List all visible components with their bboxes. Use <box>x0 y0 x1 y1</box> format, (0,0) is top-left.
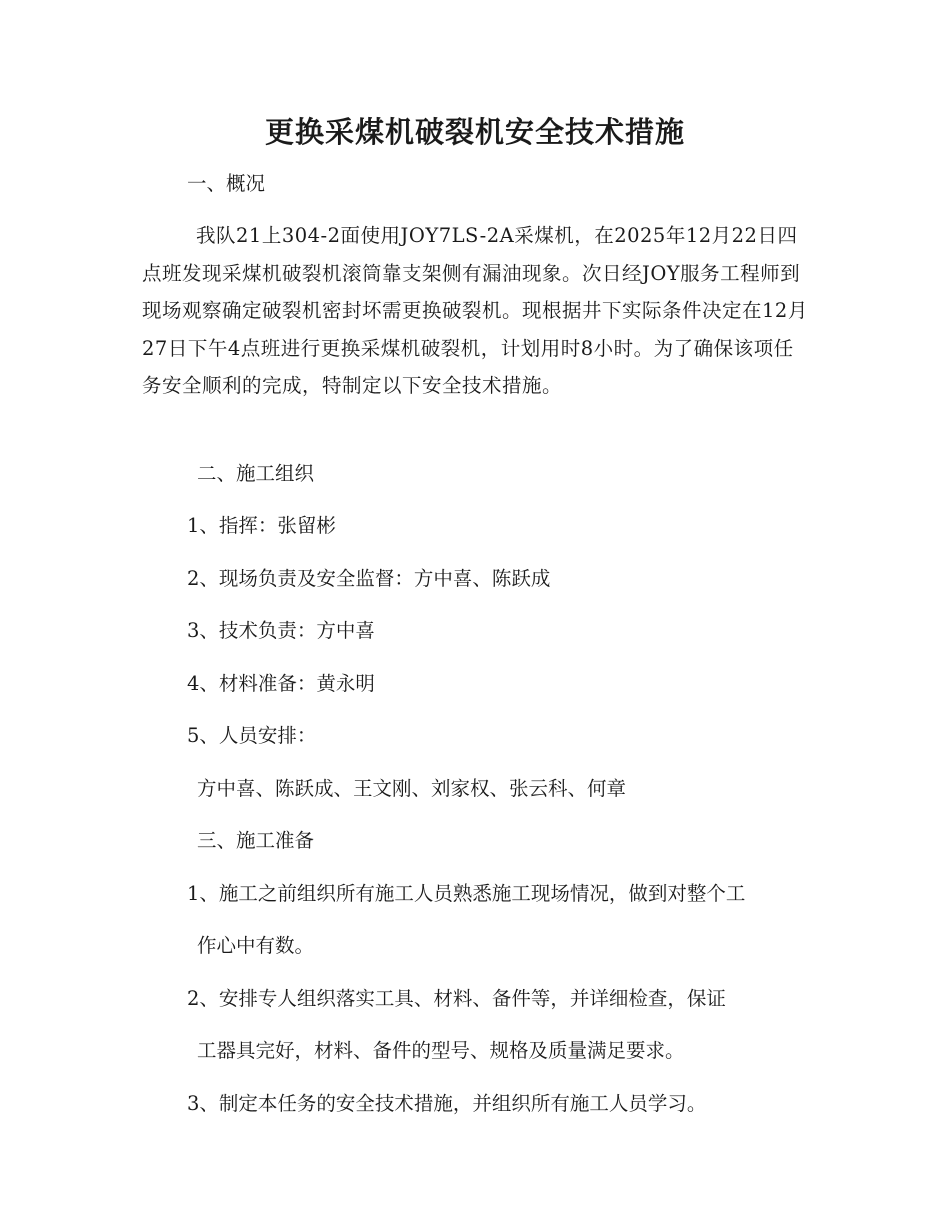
personnel-list: 方中喜、陈跃成、王文刚、刘家权、张云科、何章 <box>197 777 627 800</box>
prep-item-2-line2: 工器具完好，材料、备件的型号、规格及质量满足要求。 <box>197 1039 685 1062</box>
section-heading-overview: 一、概况 <box>187 172 266 195</box>
org-item-site-supervisor: 2、现场负责及安全监督：方中喜、陈跃成 <box>187 567 551 590</box>
org-item-commander: 1、指挥：张留彬 <box>187 514 336 537</box>
section-heading-organization: 二、施工组织 <box>197 462 315 485</box>
prep-item-3-line1: 3、制定本任务的安全技术措施，并组织所有施工人员学习。 <box>187 1092 707 1115</box>
overview-paragraph: 我队21上304-2面使用JOY7LS-2A采煤机，在2025年12月22日四点班发现采煤机破裂机滚筒靠支架侧有漏油现象。次日经JOY服务工程师到现场观察确定破裂机密封坏需更换破裂机。现根据井下实际条件决定在12月27日下午4点班进行更换采煤机破裂机，计划用时8小时。为了确保该项任务安全顺利的完成，特制定以下安全技术措施。 <box>142 224 808 397</box>
document-title: 更换采煤机破裂机安全技术措施 <box>264 115 685 149</box>
org-item-personnel: 5、人员安排： <box>187 724 317 747</box>
org-item-technical-lead: 3、技术负责：方中喜 <box>187 619 375 642</box>
org-item-materials: 4、材料准备：黄永明 <box>187 672 375 695</box>
prep-item-1-line1: 1、施工之前组织所有施工人员熟悉施工现场情况，做到对整个工 <box>187 882 746 905</box>
prep-item-1-line2: 作心中有数。 <box>197 934 315 957</box>
section-heading-preparation: 三、施工准备 <box>197 829 315 852</box>
prep-item-2-line1: 2、安排专人组织落实工具、材料、备件等，并详细检查，保证 <box>187 987 726 1010</box>
